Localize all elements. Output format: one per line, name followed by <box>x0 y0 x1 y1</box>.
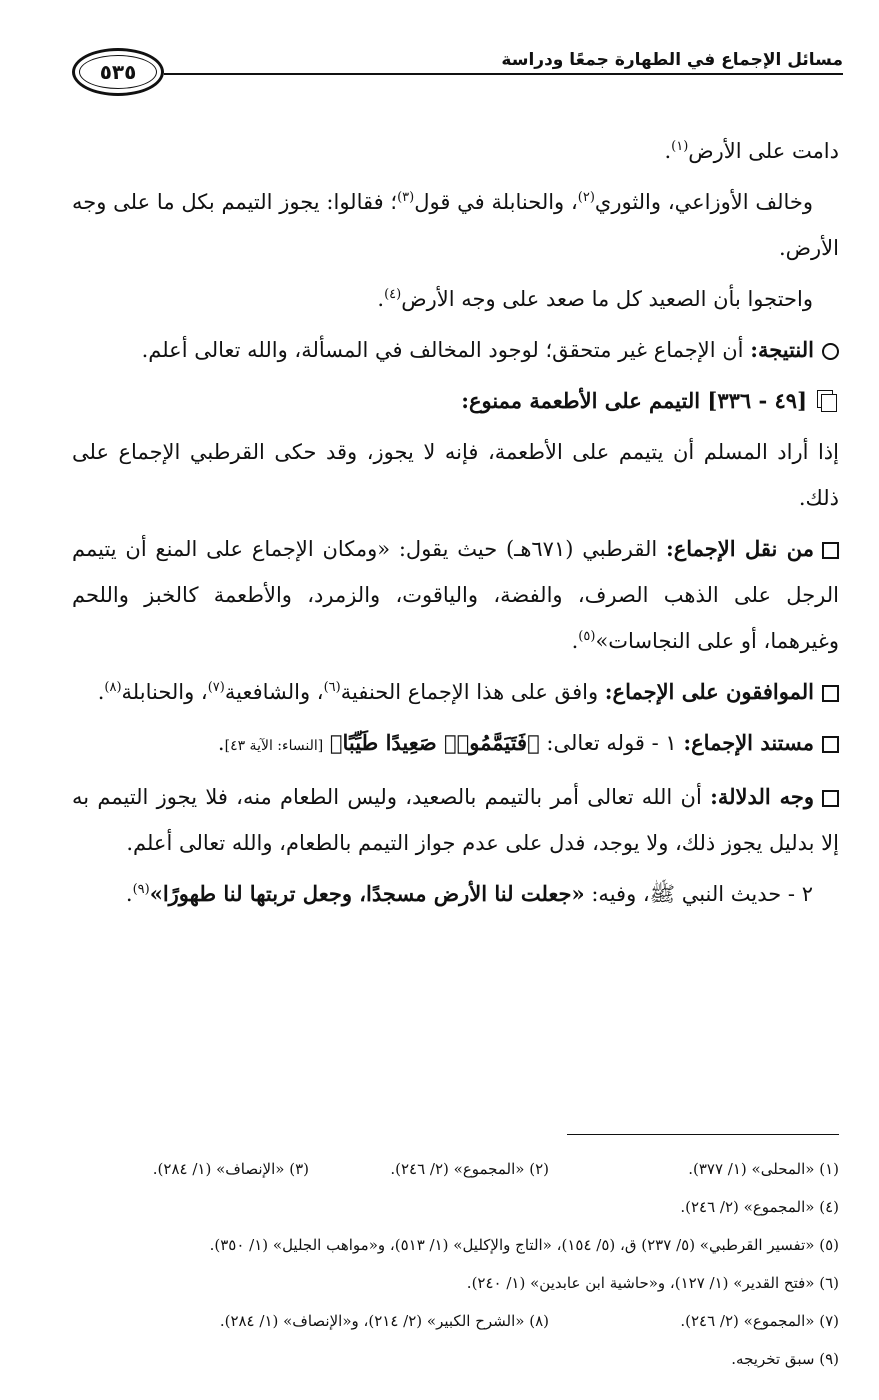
paragraph-basis: مستند الإجماع: ١ - قوله تعالى: ﴿فَتَيَمَّمُوا۟ صَعِيدًا طَيِّبًا﴾ [النساء: الآية ٤٣]. <box>72 720 839 769</box>
footnotes <box>60 1150 839 1378</box>
page-number-badge <box>72 48 164 96</box>
footnote-row <box>60 1150 839 1188</box>
section-heading <box>72 378 839 424</box>
footnote-row <box>60 1264 839 1302</box>
footnote-ref-6[interactable]: (٦) <box>323 680 341 695</box>
square-bullet-icon <box>822 736 839 753</box>
square-bullet-icon <box>822 542 839 559</box>
footnote-row <box>60 1340 839 1378</box>
footnote-3: (٣) «الإنصاف» (١/ ٢٨٤). <box>152 1160 309 1178</box>
hadith-quote: «جعلت لنا الأرض مسجدًا، وجعل تربتها لنا طهورًا» <box>149 881 585 906</box>
footnote-6: (٦) «فتح القدير» (١/ ١٢٧)، و«حاشية ابن عابدين» (١/ ٢٤٠). <box>466 1274 839 1292</box>
footnote-ref-4[interactable]: (٤) <box>384 287 402 302</box>
footnote-ref-8[interactable]: (٨) <box>104 680 122 695</box>
main-text <box>72 128 839 922</box>
footnote-7: (٧) «المجموع» (٢/ ٢٤٦). <box>680 1312 839 1330</box>
footnote-5: (٥) «تفسير القرطبي» (٥/ ٢٣٧) ق، (٥/ ١٥٤)، «التاج والإكليل» (١/ ٥١٣)، و«مواهب الجليل» (١/ ٣٥٠). <box>209 1236 839 1254</box>
quran-verse: ﴿فَتَيَمَّمُوا۟ صَعِيدًا طَيِّبًا﴾ <box>329 730 540 755</box>
paragraph-hadith: ٢ - حديث النبي ﷺ، وفيه: «جعلت لنا الأرض مسجدًا، وجعل تربتها لنا طهورًا»$^{(٩)}$. <box>125 881 813 906</box>
square-bullet-icon <box>822 790 839 807</box>
page-number: ٥٣٥ <box>99 60 137 84</box>
documents-icon <box>817 390 839 412</box>
footnote-row <box>60 1226 839 1264</box>
footnote-ref-3[interactable]: (٣) <box>397 190 415 205</box>
result-label: النتيجة: <box>750 337 814 362</box>
footnote-separator <box>567 1134 839 1135</box>
paragraph-result: النتيجة: أن الإجماع غير متحقق؛ لوجود المخالف في المسألة، والله تعالى أعلم. <box>72 327 839 373</box>
footnote-ref-1[interactable]: (١) <box>671 139 689 154</box>
footnote-ref-7[interactable]: (٧) <box>207 680 225 695</box>
paragraph-3: واحتجوا بأن الصعيد كل ما صعد على وجه الأرض$^{(٤)}$. <box>377 287 813 311</box>
paragraph-5: إذا أراد المسلم أن يتيمم على الأطعمة، فإنه لا يجوز، وقد حكى القرطبي الإجماع على ذلك. <box>72 440 839 510</box>
paragraph-evidence: وجه الدلالة: أن الله تعالى أمر بالتيمم بالصعيد، وليس الطعام منه، فلا يجوز التيمم به إلا بدليل يجوز ذلك، ولا يوجد، فدل على عدم جواز التيمم بالطعام، والله تعالى أعلم. <box>72 784 839 855</box>
paragraph-2: وخالف الأوزاعي، والثوري$^{(٢)}$، والحنابلة في قول$^{(٣)}$؛ فقالوا: يجوز التيمم بكل ما على وجه الأرض. <box>72 190 839 260</box>
paragraph-1: دامت على الأرض$^{(١)}$. <box>664 139 839 163</box>
footnote-row <box>60 1302 839 1340</box>
footnote-2: (٢) «المجموع» (٢/ ٢٤٦). <box>390 1160 549 1178</box>
paragraph-transmitter: من نقل الإجماع: القرطبي (٦٧١هـ) حيث يقول: «ومكان الإجماع على المنع أن يتيمم الرجل على الذهب الصرف، والفضة، والياقوت، والزمرد، والأطعمة كالخبز واللحم وغيرهما، أو على النجاسات»$^{(٥)}$. <box>72 536 839 653</box>
header-rule <box>164 73 843 75</box>
section-number: [٤٩ - ٣٣٦] <box>707 388 807 413</box>
square-bullet-icon <box>822 685 839 702</box>
section-title: التيمم على الأطعمة ممنوع: <box>461 388 701 413</box>
footnote-8: (٨) «الشرح الكبير» (٢/ ٢١٤)، و«الإنصاف» (١/ ٢٨٤). <box>219 1312 549 1330</box>
circle-bullet-icon <box>822 343 839 360</box>
paragraph-agreeing: الموافقون على الإجماع: وافق على هذا الإجماع الحنفية$^{(٦)}$، والشافعية$^{(٧)}$، والحنابلة$^{(٨)}$. <box>72 669 839 715</box>
verse-reference: [النساء: الآية ٤٣] <box>224 738 324 754</box>
footnote-ref-5[interactable]: (٥) <box>578 629 596 644</box>
footnote-ref-9[interactable]: (٩) <box>132 882 150 897</box>
footnote-row <box>60 1188 839 1226</box>
footnote-ref-2[interactable]: (٢) <box>577 190 595 205</box>
running-header <box>72 48 843 98</box>
footnote-9: (٩) سبق تخريجه. <box>731 1350 839 1368</box>
footnote-1: (١) «المحلى» (١/ ٣٧٧). <box>688 1160 839 1178</box>
header-title: مسائل الإجماع في الطهارة جمعًا ودراسة <box>493 50 843 70</box>
footnote-4: (٤) «المجموع» (٢/ ٢٤٦). <box>680 1198 839 1216</box>
